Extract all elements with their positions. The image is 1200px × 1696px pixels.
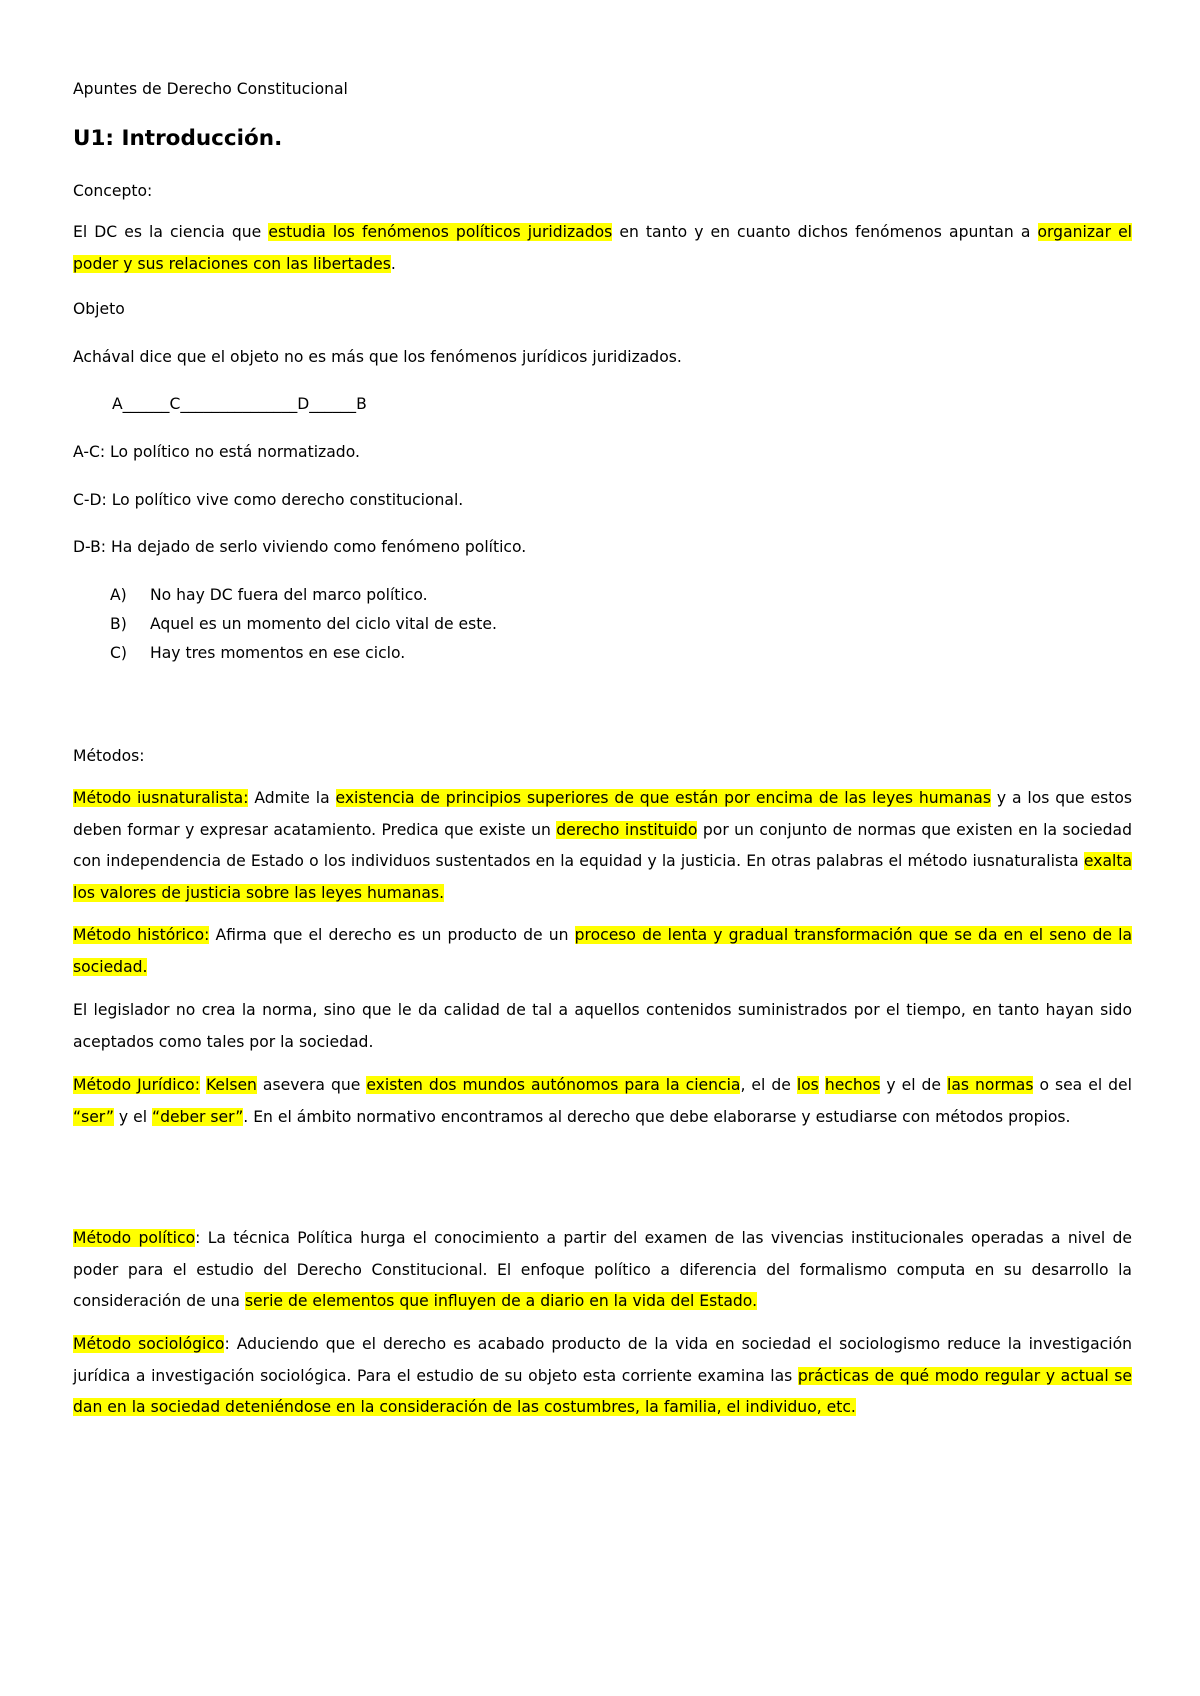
- concepto-label: Concepto:: [73, 182, 153, 200]
- method-title: Método Jurídico:: [73, 1076, 200, 1094]
- method-title: Método político: [73, 1229, 196, 1247]
- text-run: o sea el del: [1033, 1076, 1132, 1094]
- text-run: Aduciendo que el derecho es acabado producto de la vida en sociedad el sociologismo reduce la investigación jurídica a investigación sociológica. Para el estudio de su objeto esta corriente examina las: [73, 1335, 1132, 1385]
- highlight: proceso de lenta y gradual transformación que se da en el seno de la sociedad.: [73, 926, 1132, 976]
- ac-text: Lo político no está normatizado.: [105, 443, 360, 461]
- legislador-paragraph: El legislador no crea la norma, sino que le da calidad de tal a aquellos contenidos suministrados por el tiempo, en tanto hayan sido aceptados como tales por la sociedad.: [73, 1001, 1132, 1051]
- list-item: [110, 584, 428, 606]
- text-run: :: [195, 1229, 201, 1247]
- highlight: “deber ser”: [151, 1107, 244, 1126]
- db-text: Ha dejado de serlo viviendo como fenómeno político.: [106, 538, 527, 556]
- concepto-paragraph: [73, 217, 1132, 280]
- list-item: [110, 642, 405, 664]
- text-run: , el de: [740, 1076, 797, 1094]
- text-run: y a los que estos deben formar y expresar acatamiento. Predica que existe un: [73, 789, 1132, 839]
- highlight: hechos: [824, 1076, 881, 1094]
- highlight: estudia los fenómenos políticos juridizados: [268, 223, 613, 241]
- ac-line: [73, 441, 360, 463]
- text-run: y el: [113, 1107, 152, 1126]
- segment-diagram: A______C_______________D______B: [112, 395, 367, 413]
- juridico-paragraph: [73, 1070, 1132, 1133]
- list-marker: C): [110, 644, 127, 662]
- text-run: por un conjunto de normas que existen en la sociedad con independencia de Estado o los individuos sustentados en la equidad y la justicia. En otras palabras el método iusnaturalista: [73, 820, 1132, 870]
- highlight: derecho instituido: [556, 820, 698, 839]
- highlight: exalta los valores de justicia sobre las leyes humanas.: [73, 852, 1132, 902]
- list-marker: B): [110, 615, 127, 633]
- highlight: prácticas de qué modo regular y actual se dan en la sociedad deteniéndose en la consideración de las costumbres, la familia, el individuo, etc.: [73, 1366, 1132, 1416]
- text-run: :: [224, 1335, 230, 1353]
- cd-key: C-D:: [73, 491, 107, 509]
- politico-paragraph: [73, 1223, 1132, 1318]
- text-run: Admite la: [248, 789, 336, 807]
- text-run: .: [390, 254, 396, 273]
- text-run: El DC es la ciencia que: [73, 223, 269, 241]
- db-key: D-B:: [73, 538, 107, 556]
- sociologico-paragraph: [73, 1329, 1132, 1424]
- method-title: Método iusnaturalista:: [73, 789, 249, 807]
- document-title: Apuntes de Derecho Constitucional: [73, 80, 348, 98]
- ac-key: A-C:: [73, 443, 106, 461]
- cd-text: Lo político vive como derecho constitucional.: [106, 491, 464, 509]
- list-text: Hay tres momentos en ese ciclo.: [150, 644, 406, 662]
- text-run: . En el ámbito normativo encontramos al derecho que debe elaborarse y estudiarse con métodos propios.: [243, 1107, 1071, 1126]
- objeto-text: Achával dice que el objeto no es más que los fenómenos jurídicos juridizados.: [73, 348, 682, 366]
- text-run: Afirma que el derecho es un producto de un: [209, 926, 575, 944]
- highlight: Kelsen: [205, 1076, 257, 1094]
- highlight: los: [796, 1076, 819, 1094]
- text-run: asevera que: [256, 1076, 367, 1094]
- list-text: Aquel es un momento del ciclo vital de este.: [150, 615, 497, 633]
- text-run: La técnica Política hurga el conocimiento a partir del examen de las vivencias institucionales operadas a nivel de poder para el estudio del Derecho Constitucional. El enfoque político a diferencia del formalismo computa en su desarrollo la consideración de una: [73, 1229, 1132, 1310]
- method-title: Método sociológico: [73, 1335, 225, 1353]
- highlight: las normas: [947, 1076, 1034, 1094]
- text-run: [819, 1076, 825, 1094]
- method-title: Método histórico:: [73, 926, 210, 944]
- highlight: existencia de principios superiores de que están por encima de las leyes humanas: [335, 789, 991, 807]
- text-run: y el de: [880, 1076, 948, 1094]
- unit-heading: U1: Introducción.: [73, 126, 283, 151]
- list-text: No hay DC fuera del marco político.: [150, 586, 428, 604]
- historico-paragraph: [73, 920, 1132, 983]
- list-item: [110, 613, 497, 635]
- highlight: organizar el poder y sus relaciones con las libertades: [73, 223, 1132, 273]
- highlight: existen dos mundos autónomos para la ciencia: [366, 1076, 741, 1094]
- metodos-label: Métodos:: [73, 747, 145, 765]
- text-run: en tanto y en cuanto dichos fenómenos apuntan a: [612, 223, 1038, 241]
- highlight: “ser”: [73, 1107, 114, 1126]
- objeto-label: Objeto: [73, 300, 125, 318]
- highlight: serie de elementos que influyen de a diario en la vida del Estado.: [244, 1292, 758, 1310]
- cd-line: [73, 489, 463, 511]
- list-marker: A): [110, 586, 127, 604]
- iusnaturalista-paragraph: [73, 783, 1132, 909]
- db-line: [73, 536, 526, 558]
